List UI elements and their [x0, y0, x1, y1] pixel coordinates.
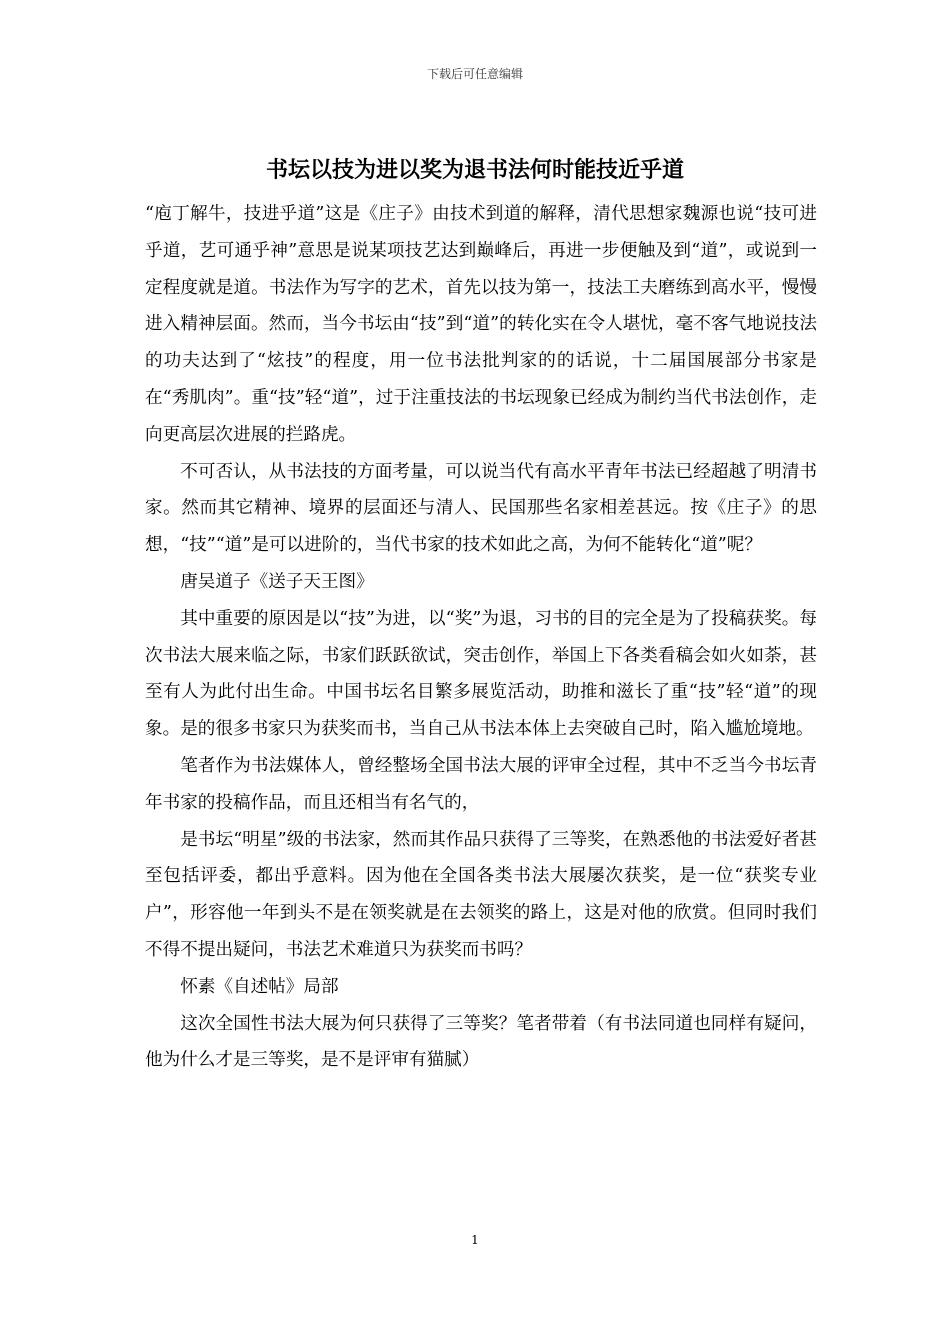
paragraph: 笔者作为书法媒体人，曾经整场全国书法大展的评审全过程，其中不乏当今书坛青年书家的投稿作品，而且还相当有名气的，: [145, 755, 817, 813]
paragraph: 其中重要的原因是以“技”为进，以“奖”为退，习书的目的完全是为了投稿获奖。每次书法大展来临之际，书家们跃跃欲试，突击创作，举国上下各类看稿会如火如荼，甚至有人为此付出生命。中国书坛名目繁多展览活动，助推和滋长了重“技”轻“道”的现象。是的很多书家只为获奖而书，当自己从书法本体上去突破自己时，陷入尴尬境地。: [145, 608, 817, 740]
page-number: 1: [471, 1233, 479, 1247]
document-body: [145, 196, 817, 1079]
paragraph: 不可否认，从书法技的方面考量，可以说当代有高水平青年书法已经超越了明清书家。然而其它精神、境界的层面还与清人、民国那些名家相差甚远。按《庄子》的思想，“技”“道”是可以进阶的，当代书家的技术如此之高，为何不能转化“道”呢？: [145, 461, 817, 556]
paragraph: 这次全国性书法大展为何只获得了三等奖？笔者带着（有书法同道也同样有疑问，他为什么才是三等奖，是不是评审有猫腻）: [145, 1013, 817, 1071]
image-caption: 唐吴道子《送子天王图》: [180, 571, 374, 592]
page-header: 下载后可任意编辑: [426, 67, 523, 81]
image-caption: 怀素《自述帖》局部: [180, 976, 339, 997]
document-title: 书坛以技为进以奖为退书法何时能技近乎道: [265, 157, 684, 183]
paragraph: “庖丁解牛，技进乎道”这是《庄子》由技术到道的解释，清代思想家魏源也说“技可进乎道，艺可通乎神”意思是说某项技艺达到巅峰后，再进一步便触及到“道”，或说到一定程度就是道。书法作为写字的艺术，首先以技为第一，技法工夫磨练到高水平，慢慢进入精神层面。然而，当今书坛由“技”到“道”的转化实在令人堪忧，毫不客气地说技法的功夫达到了“炫技”的程度，用一位书法批判家的的话说，十二届国展部分书家是在“秀肌肉”。重“技”轻“道”，过于注重技法的书坛现象已经成为制约当代书法创作，走向更高层次进展的拦路虎。: [145, 204, 817, 445]
paragraph: 是书坛“明星”级的书法家，然而其作品只获得了三等奖，在熟悉他的书法爱好者甚至包括评委，都出乎意料。因为他在全国各类书法大展屡次获奖，是一位“获奖专业户”，形容他一年到头不是在领奖就是在去领奖的路上，这是对他的欣赏。但同时我们不得不提出疑问，书法艺术难道只为获奖而书吗？: [145, 829, 817, 960]
